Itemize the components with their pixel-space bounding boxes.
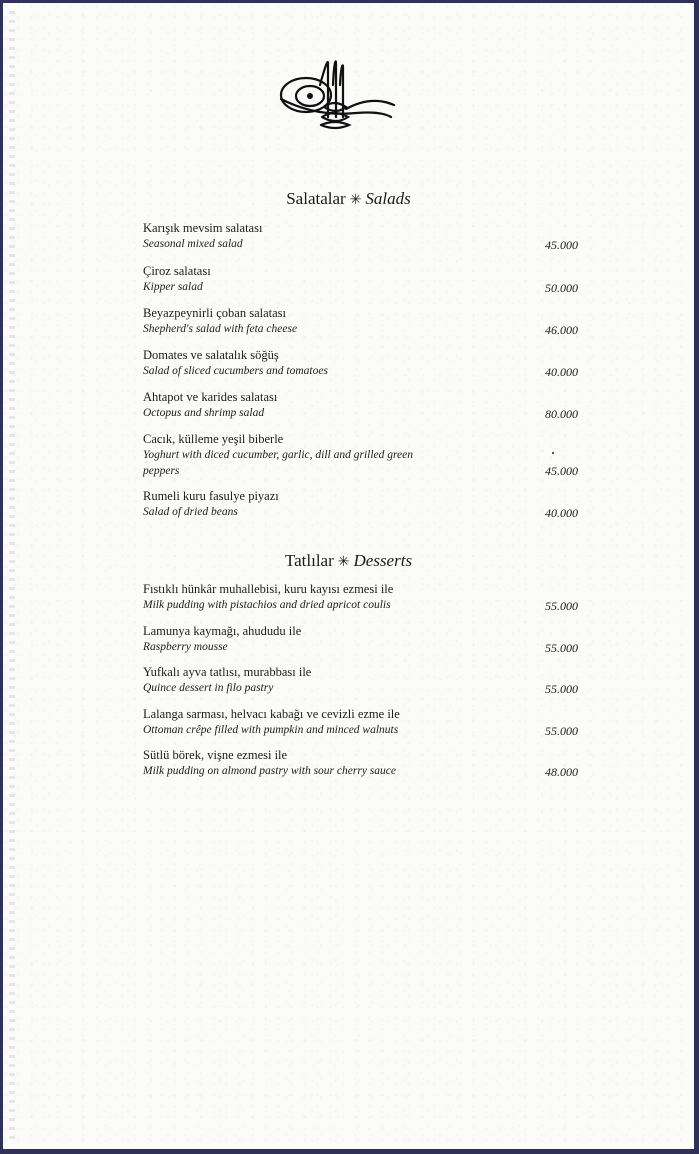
menu-item bbox=[143, 389, 583, 421]
item-name-en: Quince dessert in filo pastry bbox=[143, 682, 274, 694]
salads-heading bbox=[3, 189, 694, 209]
menu-item bbox=[143, 220, 583, 252]
desserts-title-en: Desserts bbox=[353, 551, 413, 570]
item-price: 50.000 bbox=[545, 281, 578, 295]
item-name-en: Seasonal mixed salad bbox=[143, 238, 243, 250]
item-name-tr: Yufkalı ayva tatlısı, murabbası ile bbox=[143, 665, 312, 679]
item-name-tr: Beyazpeynirli çoban salatası bbox=[143, 306, 286, 320]
item-price: 80.000 bbox=[545, 407, 578, 421]
salads-title-tr: Salatalar bbox=[286, 189, 346, 208]
asterisk-star-icon: ✳ bbox=[337, 555, 350, 570]
item-price: 55.000 bbox=[545, 724, 578, 738]
item-name-en: Milk pudding on almond pastry with sour cherry sauce bbox=[143, 765, 396, 777]
menu-item bbox=[143, 581, 583, 613]
item-name-tr: Lamunya kaymağı, ahududu ile bbox=[143, 624, 302, 638]
item-price: 46.000 bbox=[545, 323, 578, 337]
menu-item bbox=[143, 263, 583, 295]
item-name-tr: Rumeli kuru fasulye piyazı bbox=[143, 489, 279, 503]
item-name-en: Shepherd's salad with feta cheese bbox=[143, 323, 298, 335]
item-price: 45.000 bbox=[545, 238, 578, 252]
item-name-tr: Domates ve salatalık söğüş bbox=[143, 348, 279, 362]
item-name-tr: Ahtapot ve karides salatası bbox=[143, 390, 278, 404]
decorative-dot bbox=[552, 452, 554, 454]
item-price: 55.000 bbox=[545, 641, 578, 655]
asterisk-star-icon: ✳ bbox=[349, 193, 362, 208]
tughra-icon bbox=[276, 55, 396, 135]
item-name-en: Octopus and shrimp salad bbox=[143, 407, 265, 419]
menu-item bbox=[143, 431, 583, 479]
item-price: 40.000 bbox=[545, 506, 578, 520]
menu-item bbox=[143, 664, 583, 696]
menu-item bbox=[143, 347, 583, 379]
salads-title-en: Salads bbox=[365, 189, 411, 208]
menu-item bbox=[143, 747, 583, 779]
menu-page bbox=[3, 3, 694, 1149]
item-name-en: Salad of sliced cucumbers and tomatoes bbox=[143, 365, 328, 377]
item-name-en: Kipper salad bbox=[143, 281, 203, 293]
item-name-tr: Karışık mevsim salatası bbox=[143, 221, 263, 235]
item-price: 40.000 bbox=[545, 365, 578, 379]
item-name-en: Ottoman crêpe filled with pumpkin and minced walnuts bbox=[143, 724, 399, 736]
menu-item bbox=[143, 305, 583, 337]
menu-item bbox=[143, 488, 583, 520]
item-name-en: Raspberry mousse bbox=[143, 641, 228, 653]
item-price: 45.000 bbox=[545, 464, 578, 478]
menu-item bbox=[143, 623, 583, 655]
item-name-en: Milk pudding with pistachios and dried apricot coulis bbox=[143, 599, 391, 611]
item-price: 48.000 bbox=[545, 765, 578, 779]
item-price: 55.000 bbox=[545, 599, 578, 613]
item-name-en: Yoghurt with diced cucumber, garlic, dill and grilled green peppers bbox=[143, 449, 414, 477]
item-name-tr: Lalanga sarması, helvacı kabağı ve cevizli ezme ile bbox=[143, 707, 400, 721]
item-name-tr: Çiroz salatası bbox=[143, 264, 211, 278]
item-name-tr: Sütlü börek, vişne ezmesi ile bbox=[143, 748, 288, 762]
item-price: 55.000 bbox=[545, 682, 578, 696]
item-name-en: Salad of dried beans bbox=[143, 506, 238, 518]
desserts-heading bbox=[3, 551, 694, 571]
page-edge-texture bbox=[9, 11, 15, 1141]
menu-item bbox=[143, 706, 583, 738]
item-name-tr: Fıstıklı hünkâr muhallebisi, kuru kayısı ezmesi ile bbox=[143, 582, 394, 596]
item-name-tr: Cacık, külleme yeşil biberle bbox=[143, 432, 284, 446]
desserts-title-tr: Tatlılar bbox=[284, 551, 334, 570]
